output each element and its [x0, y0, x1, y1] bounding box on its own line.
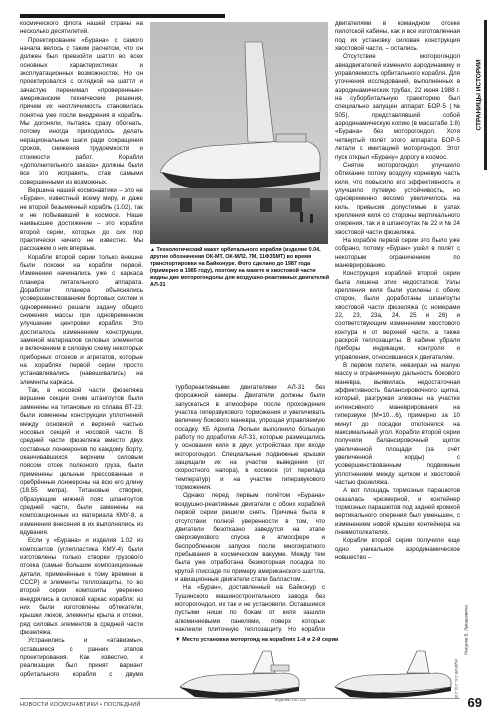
footer-text: НОВОСТИ КОСМОНАВТИКИ • ПОСЛЕДНИЙ	[20, 702, 141, 708]
triangle-marker-icon: ▲	[150, 247, 155, 253]
photo-caption: ▲ Технологический макет орбитального корабля (изделие 0.04, другие обозначения ОК-МТ, ОК-МЛ2, 7М, 11Ф35МТ) во время транспортировки на Байконуре. Фото сделано до 1987 года (примерно в 1985 году), поэтому на макете в хвостовой части видны две моторогондолы для воздушно-реактивных двигателей АЛ-31	[150, 247, 330, 288]
page-number: 69	[467, 695, 482, 710]
illustration-credit: Рисунок В. Лукашевича	[463, 605, 469, 655]
figure-label-right: ИЗДЕЛИЕ 2.01, 2.02, 2.03	[454, 659, 458, 699]
section-bar	[484, 20, 487, 170]
section-label: СТРАНИЦЫ ИСТОРИИ	[475, 59, 483, 131]
article-column-3: двигателями в командном отсеке пилотской кабины, как и все изготовленная под их установку силовая конструкция хвостовой части, – остались. Отсутствие моторогондол авиадвигателей изменило аэродинамику и управляемость орбитального корабля. Для уточнения исследований, выполненных в аэродинамических трубах, 22 июня 1988 г. на суборбитальную траекторию был специально запущен аппарат БОР-5 (№ 505), представлявший собой аэродинамическую копию (в масштабе 1:8) «Бурана» без моторогондол. Хотя четвертый полёт этого аппарата БОР-5 летали с имитацией моторгондол. Этот пуск открыл «Бурану» дорогу в космос. Снятие моторогондол улучшило обтекание потоку воздуху корневую часть киля, что повысило его эффективность и улучшило путевую устойчивость, но одновременно весомо увеличилось на киль, превысив допустимые в узлах крепления киля со стороны вертикального оперения, так и в шпангоутах № 22 и № 24 хвостовой части фюзеляжа. На корабле первой серии это было уже собрано, потому «Буран» ушёл в полёт с некоторым ограничением по маневрированию. Конструкция кораблей второй серии была лишена этих недостатков. Узлы крепления киля были усилены с обеих сторон, были доработаны шпангоуты хвостовой части фюзеляжа (с номерами 22, 23, 23а, 24, 25 и 26) и соответствующим изменением хвостового контура и от верхней части, а также раскрой теплозащиты. В кабине убрали приборы индикации, контроля и управления, относившиеся к двигателям. В первом полете, невзирая на малую массу и ограниченную дальность бокового маневра, выявилась недостаточная эффективность балансировочного щитка, который, разгружая элевоны на участке интенсивного маневрирования на гиперзвуке (M=10…6), примерно за 10 минут до посадки отклонялся на максимальный угол. Корабли второй серии получили балансировочный щиток увеличенной площади (за счёт увеличенной хорды) с усовершенствованным подвижным уплотнением между щитком и хвостовой частью фюзеляжа. А вот площадь тормозных парашютов оказалась чрезмерной, и контейнер тормозных парашютов под задней кромкой вертикального оперения был уменьшен, с изменением новой крышки контейнера на пневмотолкателях. Корабли второй серии получили еще одно уникальное аэродинамическое новшество –	[335, 20, 460, 561]
figure-caption: ▼ Место установки моторгонд на кораблях 1-й и 2-й серии	[175, 637, 339, 643]
triangle-down-icon: ▼	[175, 637, 183, 643]
article-column-2: турбореактивными двигателями АЛ-31 без форсажной камеры. Двигатели должны были запускаться в атмосфере после прохождения участка гиперзвукового торможения и увеличивать величину бокового маневра, упрощая управляемую посадку. КБ Архипа Люльки выполнило большую работу по доработке АЛ-31, которые размещались у основания киля в двух устройствах при входе моторогондол. Специальные подвижные крышки защищали их на участке выведения (от скоростного напора), в космосе (от перепада температур) и на участке гиперзвукового торможения. Однако перед первым полётом «Бурана» воздушно-реактивные двигатели с обоих кораблей первой серии решили снять. Причина была в отсутствии полной уверенности в том, что двигатели безотказно заведутся на этапе сверхзвукового спуска в атмосфере и беспробленном запуске после многократного пребывания в космическом вакууме. Между тем была уже отработана безмоторная посадка по крутой глиссаде по примеру американского шаттла, и авиационные двигатели стали балластом… На «Буран», доставленный на Байконур с Тушинского машиностроительного завода без моторогондол, их так и не установили. Оставшиеся пустыми ниши по бокам от киля зашили алюминиевыми панелями, поверх которых наклеили плиточную теплозащиту. Но корабли	[175, 384, 325, 633]
footer-rule	[20, 698, 460, 699]
buran-mockup-photo	[150, 22, 328, 244]
article-column-1: космического флота нашей страны на несколько десятилетий. Проектирование «Бурана» с самого начала велось с таким расчетом, что он должен был превзойти шаттл во всех основных характеристиках и эксплуатационных возможностях. Но он проектировался с оглядкой на шаттл и зачастую перенимал «проверенные» американские технические решения, причем их неотличимость становилась понятна уже после внедрения в корабль. Мы догоняли, пытаясь сразу обогнать, потому иногда приходилось делать нерациональные шаги ради сокращения сроков, снижения трудоемкости и стоимости работ. Корабли «дополнительного заказа» должны были все это исправить, став самыми совершенными из возможных. Вершина нашей космонавтики – это не «Буран», известный всему миру, и даже не второй безымянный корабль (1.02), так и не побывавший в космосе. Наше наивысшее достижение – это корабли второй серии, которых до сих пор практически ничего не известно. Мы расскажем о них впервые. Корабли второй серии только внешне были похожи на корабли первой. Изменения начинались уже с каркаса планера летательного аппарата. Доработки планера объяснялись усовершенствованием бортовых систем и одновременно решали задачу общего снижения массы при одновременном улучшении центровки корабля. Это достигалось изменением конструкции, заменой материалов силовых элементов и включением в силовую схему некоторых приборных отсеков и агрегатов, которые на кораблях первой серии просто устанавливались (навешивались) на элементы каркаса. Так, в носовой части фюзеляжа вершине секции сним штангоутов были заменены на титановые из сплава ВТ-23; были изменены конструкции уплотнений между основной и верхней частью носовых секций и носовой части. В средней части фюзеляжа вместо двух составных лонжеронов по каждому борту, оканчивавшихся верхним силовым поясом отсек полезного груза, были применены цельные прессованные и оребрённые лонжероны на всю его длину (18.55 метра). Титановые створки, образующие нижний пояс шпангоутов средней части, были заменены на композиционные из материала КМУ-8, а изменения внесения в их выполнялись из вдувания. Если у «Бурана» и изделия 1.02 из композитов (углепластика КМУ-4) были изготовлены только створки грузового отсека (самые большие композиционные детали, применённые к тому времени в СССР) и элементы теплозащиты, то во второй серии композиты уверенно внедрялись в силовой каркас корабля: из них были изготовлены обтекатели, крышки люков, элементы крыла и отсеки, ряд силовых элементов в средней части фюзеляжа. Устранились и «атавизмы», оставшиеся с ранних этапов проектирования. Как известно, к реализации был принят вариант орбитального корабля с двумя	[20, 20, 143, 678]
figure-label-left: ИЗДЕЛИЕ 1.01, 1.02	[275, 698, 307, 702]
nacelle-comparison-figure	[175, 647, 475, 705]
header-rule	[20, 14, 225, 18]
